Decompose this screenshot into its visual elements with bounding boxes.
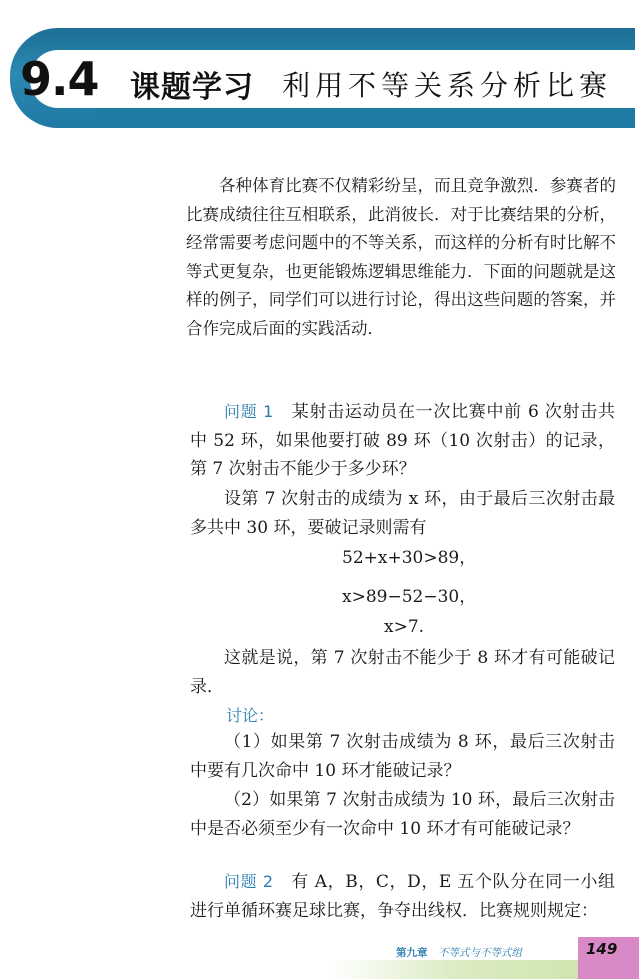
header-band-tail [96,108,635,128]
math-line-2: x>89−52−30， [342,587,477,607]
problem-1-solution-intro: 设第 7 次射击的成绩为 x 环，由于最后三次射击最多共中 30 环，要破记录则需有 [190,489,615,538]
section-title: 利用不等关系分析比赛 [282,69,613,102]
problem-1-paragraph [190,398,615,484]
footer-chapter: 第九章 [396,947,428,959]
problem-2-label: 问题 2 [224,872,274,891]
math-line-3: x>7. [384,617,425,637]
problem-1-label: 问题 1 [224,402,274,421]
math-line-1: 52+x+30>89， [342,548,477,568]
section-number: 9.4 [20,52,99,106]
intro-paragraph: 各种体育比赛不仅精彩纷呈，而且竞争激烈．参赛者的比赛成绩往往互相联系，此消彼长．对于比赛结果的分析，经常需要考虑问题中的不等关系，而这样的分析有时比解不等式更复杂，也更能锻炼逻辑思维能力．下面的问题就是这样的例子，同学们可以进行讨论，得出这些问题的答案，并合作完成后面的实践活动． [186,176,616,338]
discussion-label: 讨论： [226,706,275,725]
discussion-item-1: （1）如果第 7 次射击成绩为 8 环，最后三次射击中要有几次命中 10 环才能破记录？ [190,732,615,781]
problem-2-text: 有 A，B，C，D，E 五个队分在同一小组进行单循环赛足球比赛，争夺出线权．比赛规则规定： [190,872,615,921]
problem-1-text: 某射击运动员在一次比赛中前 6 次射击共中 52 环，如果他要打破 89 环（10 次射击）的记录，第 7 次射击不能少于多少环？ [190,402,615,479]
footer-subtitle: 不等式与不等式组 [438,947,522,959]
page-number: 149 [586,940,618,958]
problem-1-conclusion: 这就是说，第 7 次射击不能少于 8 环才有可能破记录． [190,648,615,697]
section-label: 课题学习 [130,70,254,105]
discussion-item-2: （2）如果第 7 次射击成绩为 10 环，最后三次射击中是否必须至少有一次命中 10 环才有可能破记录？ [190,790,615,839]
problem-2-paragraph [190,868,615,925]
